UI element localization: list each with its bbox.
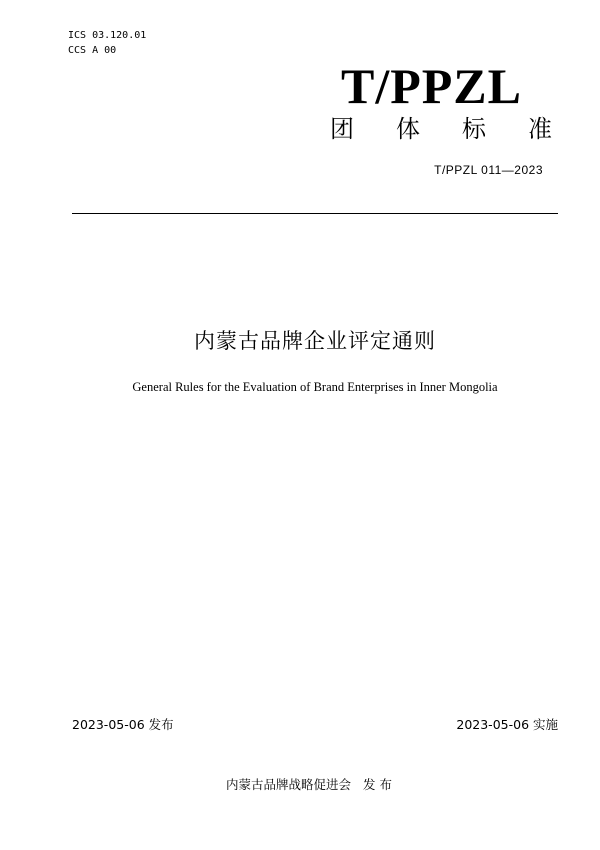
standard-type-char: 准 bbox=[528, 115, 552, 143]
standard-number: T/PPZL 011—2023 bbox=[434, 163, 543, 177]
standard-type-char: 标 bbox=[462, 115, 486, 143]
ccs-code: CCS A 00 bbox=[68, 45, 117, 56]
issue-date: 2023-05-06 发布 bbox=[72, 717, 174, 732]
standard-type bbox=[330, 114, 552, 144]
standard-type-char: 体 bbox=[396, 115, 420, 143]
document-title-chinese: 内蒙古品牌企业评定通则 bbox=[194, 329, 436, 353]
header-divider bbox=[72, 213, 558, 214]
classification-codes bbox=[68, 28, 146, 58]
document-title-english: General Rules for the Evaluation of Brand Enterprises in Inner Mongolia bbox=[132, 380, 498, 394]
standard-type-char: 团 bbox=[330, 115, 354, 143]
publisher: 内蒙古品牌战略促进会 发 布 bbox=[226, 777, 392, 792]
standard-logo: T/PPZL bbox=[340, 58, 522, 114]
ics-code: ICS 03.120.01 bbox=[68, 30, 147, 41]
implementation-date: 2023-05-06 实施 bbox=[456, 717, 558, 732]
